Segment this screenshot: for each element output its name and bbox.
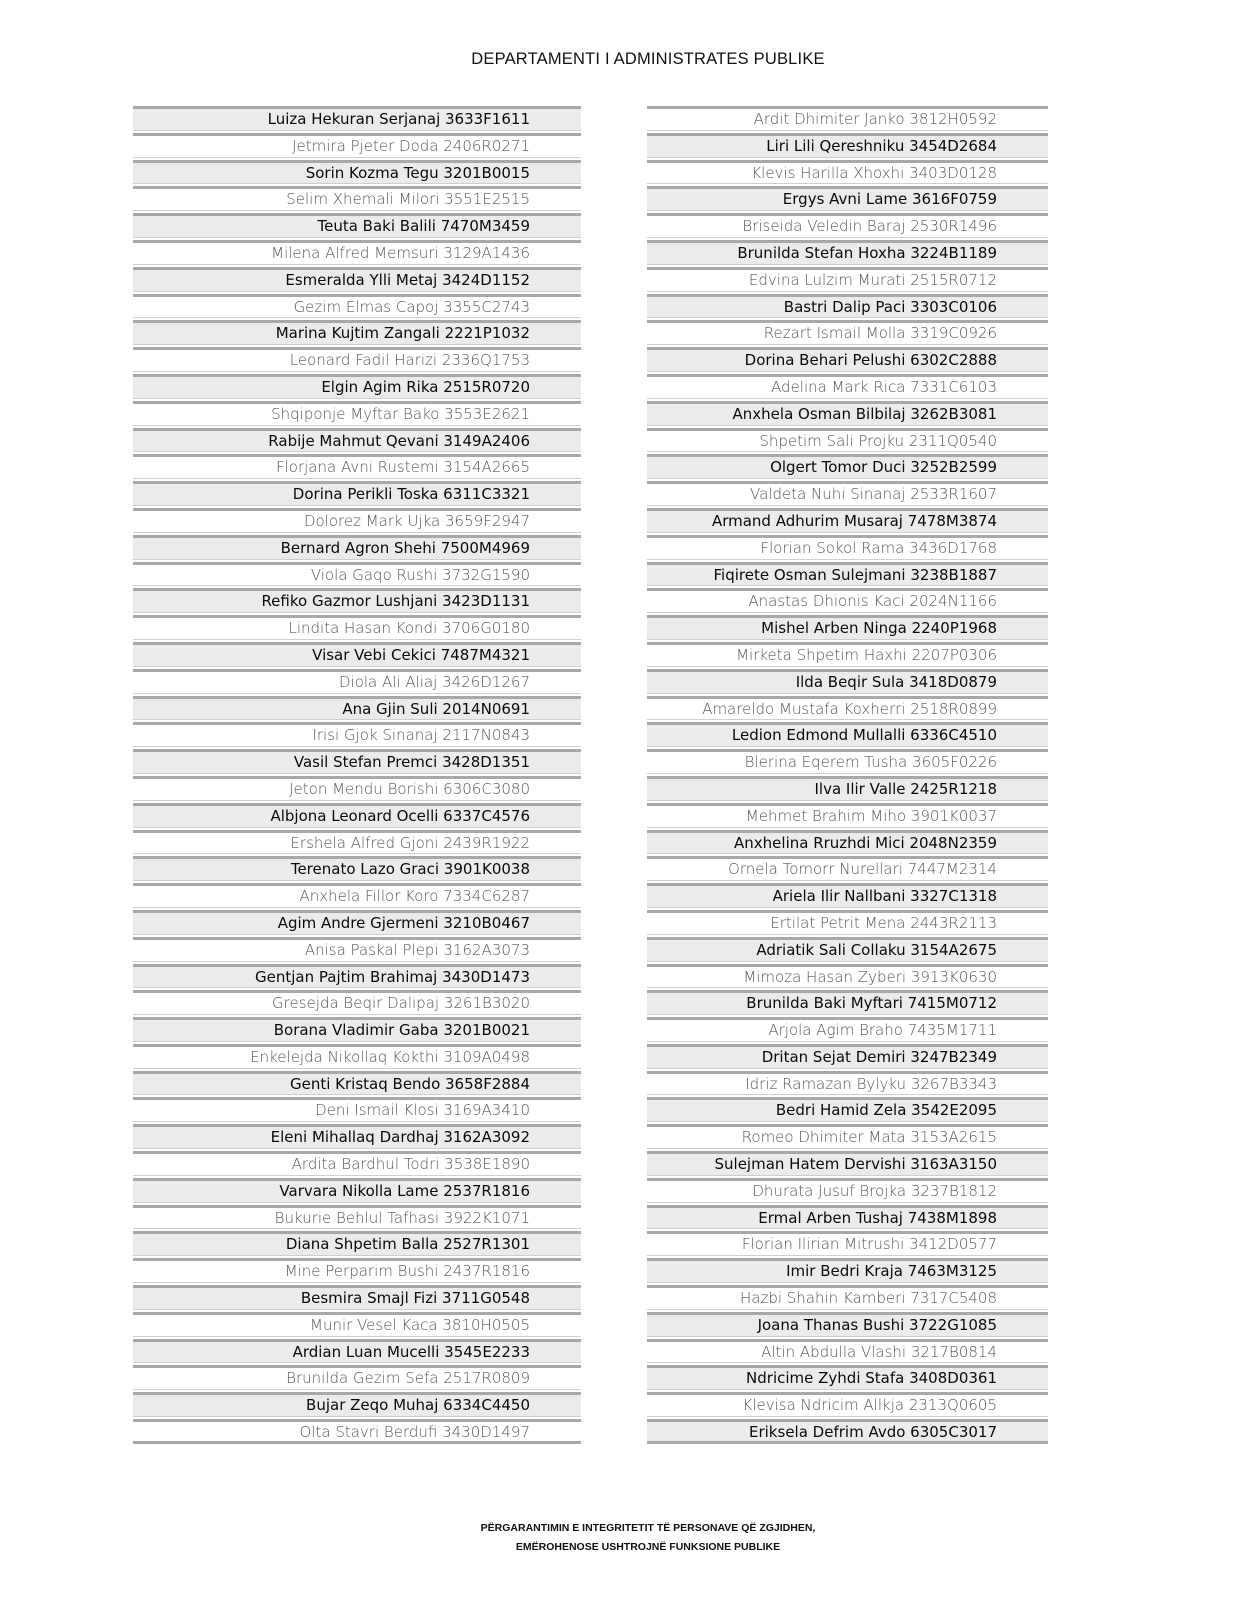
list-item: Dritan Sejat Demiri 3247B2349 [647,1044,1048,1069]
list-item: Diola Ali Aliaj 3426D1267 [133,669,581,694]
list-item: Valdeta Nuhi Sinanaj 2533R1607 [647,481,1048,506]
list-item: Florjana Avni Rustemi 3154A2665 [133,454,581,479]
list-item: Shpetim Sali Projku 2311Q0540 [647,428,1048,453]
list-item: Viola Gaqo Rushi 3732G1590 [133,562,581,587]
list-item: Brunilda Baki Myftari 7415M0712 [647,990,1048,1015]
list-item: Hazbi Shahin Kamberi 7317C5408 [647,1285,1048,1310]
list-item: Irisi Gjok Sinanaj 2117N0843 [133,722,581,747]
list-item: Blerina Eqerem Tusha 3605F0226 [647,749,1048,774]
list-item: Gresejda Beqir Dalipaj 3261B3020 [133,990,581,1015]
list-item: Besmira Smajl Fizi 3711G0548 [133,1285,581,1310]
list-item: Ardit Dhimiter Janko 3812H0592 [647,106,1048,131]
list-item: Brunilda Gezim Sefa 2517R0809 [133,1365,581,1390]
list-item: Terenato Lazo Graci 3901K0038 [133,856,581,881]
list-item: Elgin Agim Rika 2515R0720 [133,374,581,399]
list-item: Adelina Mark Rica 7331C6103 [647,374,1048,399]
list-item: Ana Gjin Suli 2014N0691 [133,696,581,721]
list-item: Ilva Ilir Valle 2425R1218 [647,776,1048,801]
list-item: Shqiponje Myftar Bako 3553E2621 [133,401,581,426]
list-item: Liri Lili Qereshniku 3454D2684 [647,133,1048,158]
list-item: Vasil Stefan Premci 3428D1351 [133,749,581,774]
list-item: Refiko Gazmor Lushjani 3423D1131 [133,588,581,613]
list-item: Joana Thanas Bushi 3722G1085 [647,1312,1048,1337]
list-item: Albjona Leonard Ocelli 6337C4576 [133,803,581,828]
list-item: Klevisa Ndricim Allkja 2313Q0605 [647,1392,1048,1417]
right-name-column [647,106,1048,1446]
list-item: Ershela Alfred Gjoni 2439R1922 [133,830,581,855]
list-item: Armand Adhurim Musaraj 7478M3874 [647,508,1048,533]
left-name-column [133,106,581,1446]
list-item: Olta Stavri Berdufi 3430D1497 [133,1419,581,1444]
list-item: Ertilat Petrit Mena 2443R2113 [647,910,1048,935]
list-item: Mehmet Brahim Miho 3901K0037 [647,803,1048,828]
list-item: Ergys Avni Lame 3616F0759 [647,186,1048,211]
list-item: Idriz Ramazan Bylyku 3267B3343 [647,1071,1048,1096]
list-item: Altin Abdulla Vlashi 3217B0814 [647,1339,1048,1364]
list-item: Ornela Tomorr Nurellari 7447M2314 [647,856,1048,881]
list-item: Florian Ilirian Mitrushi 3412D0577 [647,1231,1048,1256]
list-item: Gezim Elmas Capoj 3355C2743 [133,294,581,319]
list-item: Sorin Kozma Tegu 3201B0015 [133,160,581,185]
list-item: Fiqirete Osman Sulejmani 3238B1887 [647,562,1048,587]
list-item: Ariela Ilir Nallbani 3327C1318 [647,883,1048,908]
list-item: Bedri Hamid Zela 3542E2095 [647,1097,1048,1122]
list-item: Dhurata Jusuf Brojka 3237B1812 [647,1178,1048,1203]
list-item: Diana Shpetim Balla 2527R1301 [133,1231,581,1256]
list-item: Rabije Mahmut Qevani 3149A2406 [133,428,581,453]
list-item: Bastri Dalip Paci 3303C0106 [647,294,1048,319]
list-item: Eleni Mihallaq Dardhaj 3162A3092 [133,1124,581,1149]
list-item: Anisa Paskal Plepi 3162A3073 [133,937,581,962]
list-item: Imir Bedri Kraja 7463M3125 [647,1258,1048,1283]
list-item: Esmeralda Ylli Metaj 3424D1152 [133,267,581,292]
list-item: Olgert Tomor Duci 3252B2599 [647,454,1048,479]
list-item: Munir Vesel Kaca 3810H0505 [133,1312,581,1337]
list-item: Teuta Baki Balili 7470M3459 [133,213,581,238]
page-title: DEPARTAMENTI I ADMINISTRATES PUBLIKE [471,50,825,68]
list-item: Anxhela Osman Bilbilaj 3262B3081 [647,401,1048,426]
list-item: Sulejman Hatem Dervishi 3163A3150 [647,1151,1048,1176]
list-item: Ledion Edmond Mullalli 6336C4510 [647,722,1048,747]
list-item: Jetmira Pjeter Doda 2406R0271 [133,133,581,158]
list-item: Ardian Luan Mucelli 3545E2233 [133,1339,581,1364]
list-item: Romeo Dhimiter Mata 3153A2615 [647,1124,1048,1149]
list-item: Dolorez Mark Ujka 3659F2947 [133,508,581,533]
list-item: Leonard Fadil Harizi 2336Q1753 [133,347,581,372]
list-item: Agim Andre Gjermeni 3210B0467 [133,910,581,935]
list-item: Mimoza Hasan Zyberi 3913K0630 [647,964,1048,989]
list-item: Visar Vebi Cekici 7487M4321 [133,642,581,667]
list-item: Arjola Agim Braho 7435M1711 [647,1017,1048,1042]
list-item: Bukurie Behlul Tafhasi 3922K1071 [133,1205,581,1230]
list-item: Borana Vladimir Gaba 3201B0021 [133,1017,581,1042]
list-item: Deni Ismail Klosi 3169A3410 [133,1097,581,1122]
list-item: Dorina Behari Pelushi 6302C2888 [647,347,1048,372]
list-item: Eriksela Defrim Avdo 6305C3017 [647,1419,1048,1444]
list-item: Briseida Veledin Baraj 2530R1496 [647,213,1048,238]
list-item: Amareldo Mustafa Koxherri 2518R0899 [647,696,1048,721]
list-item: Marina Kujtim Zangali 2221P1032 [133,320,581,345]
list-item: Dorina Perikli Toska 6311C3321 [133,481,581,506]
list-item: Adriatik Sali Collaku 3154A2675 [647,937,1048,962]
page-footer [0,1519,1236,1557]
list-item: Mirketa Shpetim Haxhi 2207P0306 [647,642,1048,667]
list-item: Bernard Agron Shehi 7500M4969 [133,535,581,560]
list-item: Mine Perparim Bushi 2437R1816 [133,1258,581,1283]
list-item: Bujar Zeqo Muhaj 6334C4450 [133,1392,581,1417]
list-item: Luiza Hekuran Serjanaj 3633F1611 [133,106,581,131]
list-item: Ndricime Zyhdi Stafa 3408D0361 [647,1365,1048,1390]
list-item: Gentjan Pajtim Brahimaj 3430D1473 [133,964,581,989]
list-item: Genti Kristaq Bendo 3658F2884 [133,1071,581,1096]
list-item: Enkelejda Nikollaq Kokthi 3109A0498 [133,1044,581,1069]
list-item: Ardita Bardhul Todri 3538E1890 [133,1151,581,1176]
footer-line-1: PËRGARANTIMIN E INTEGRITETIT TË PERSONAVE QË ZGJIDHEN, [480,1522,816,1534]
list-item: Ilda Beqir Sula 3418D0879 [647,669,1048,694]
list-item: Anxhelina Rruzhdi Mici 2048N2359 [647,830,1048,855]
list-item: Lindita Hasan Kondi 3706G0180 [133,615,581,640]
list-item: Ermal Arben Tushaj 7438M1898 [647,1205,1048,1230]
list-item: Milena Alfred Memsuri 3129A1436 [133,240,581,265]
list-item: Edvina Lulzim Murati 2515R0712 [647,267,1048,292]
list-item: Brunilda Stefan Hoxha 3224B1189 [647,240,1048,265]
list-item: Jeton Mendu Borishi 6306C3080 [133,776,581,801]
list-item: Florian Sokol Rama 3436D1768 [647,535,1048,560]
list-item: Klevis Harilla Xhoxhi 3403D0128 [647,160,1048,185]
footer-line-2: EMËROHENOSE USHTROJNË FUNKSIONE PUBLIKE [515,1541,781,1553]
list-item: Varvara Nikolla Lame 2537R1816 [133,1178,581,1203]
list-item: Anxhela Fillor Koro 7334C6287 [133,883,581,908]
list-item: Selim Xhemali Milori 3551E2515 [133,186,581,211]
list-item: Rezart Ismail Molla 3319C0926 [647,320,1048,345]
list-item: Anastas Dhionis Kaci 2024N1166 [647,588,1048,613]
list-item: Mishel Arben Ninga 2240P1968 [647,615,1048,640]
